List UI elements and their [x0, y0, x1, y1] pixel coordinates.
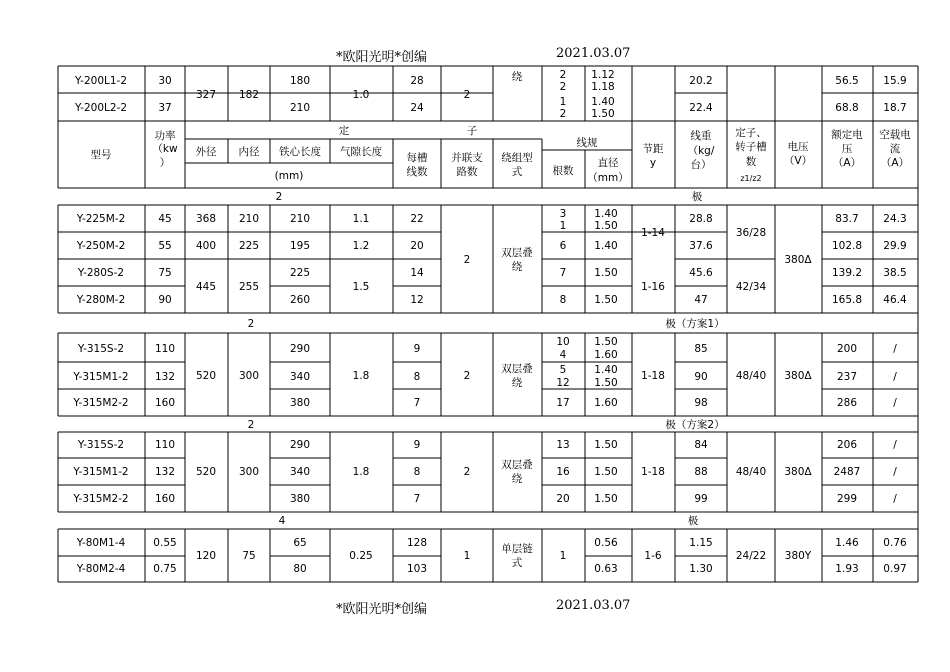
- section-pole-num: 2: [247, 419, 255, 431]
- cell-weight: 1.30: [689, 563, 713, 575]
- cell-power: 110: [154, 439, 176, 451]
- cell-outer-merged: 327: [195, 89, 217, 101]
- cell-core: 195: [289, 240, 311, 252]
- cell-outer-merged: 120: [195, 550, 217, 562]
- cell-paths-merged: 2: [463, 254, 471, 266]
- col-voltage-2: （V）: [783, 155, 813, 167]
- cell-noload: /: [893, 397, 897, 409]
- cell-pitch-merged: 1-18: [641, 466, 665, 478]
- cell-gap: 1.1: [352, 213, 370, 225]
- cell-rated: 200: [836, 343, 858, 355]
- col-rated-3: （A）: [832, 157, 862, 169]
- cell-wire-dia: 1.50: [594, 439, 618, 451]
- cell-rated: 299: [836, 493, 858, 505]
- cell-model: Y-80M2-4: [76, 563, 126, 575]
- col-core: 铁心长度: [279, 146, 321, 158]
- cell-noload: 24.3: [883, 213, 907, 225]
- col-power-1: 功率: [154, 130, 176, 142]
- col-noload-1: 空载电: [879, 129, 911, 141]
- cell-noload: /: [893, 466, 897, 478]
- cell-weight: 20.2: [689, 75, 713, 87]
- cell-core: 340: [289, 371, 311, 383]
- cell-inner-merged: 300: [238, 466, 260, 478]
- cell-wires: 7: [413, 397, 421, 409]
- cell-power: 37: [158, 102, 172, 114]
- cell-weight: 98: [694, 397, 708, 409]
- cell-model: Y-280S-2: [77, 267, 125, 279]
- col-stator-1: 定: [338, 125, 350, 137]
- cell-core: 210: [289, 102, 311, 114]
- cell-noload: /: [893, 439, 897, 451]
- cell-core: 260: [289, 294, 311, 306]
- cell-wire-count: 7: [559, 267, 567, 279]
- col-pitch-2: y: [649, 157, 657, 169]
- cell-weight: 1.15: [689, 537, 713, 549]
- col-voltage-1: 电压: [787, 141, 809, 153]
- cell-wire-dia: 1.12: [591, 69, 615, 81]
- cell-rated: 206: [836, 439, 858, 451]
- cell-wire-count: 16: [556, 466, 570, 478]
- cell-power: 110: [154, 343, 176, 355]
- table-row: [76, 537, 907, 549]
- cell-wire-count: 8: [559, 294, 567, 306]
- cell-gap-merged: 1.5: [352, 281, 370, 293]
- cell-wire-count: 2: [559, 108, 567, 120]
- cell-power: 0.55: [153, 537, 177, 549]
- cell-pitch-merged: 1-18: [641, 370, 665, 382]
- section-pole-num: 2: [275, 191, 283, 203]
- cell-outer: 368: [195, 213, 217, 225]
- cell-wires: 8: [413, 371, 421, 383]
- col-paths-1: 并联支: [451, 152, 483, 164]
- col-power-2: （kw: [152, 143, 178, 155]
- cell-wire-dia: 1.50: [594, 220, 618, 232]
- page-footer: [0, 598, 950, 617]
- cell-weight: 88: [694, 466, 708, 478]
- cell-winding-merged-1: 双层叠: [501, 459, 533, 471]
- cell-winding: 绕: [511, 71, 523, 83]
- col-weight-2: （kg/: [687, 145, 715, 157]
- cell-voltage-merged: 380Δ: [784, 370, 812, 382]
- cell-gap-merged: 0.25: [349, 550, 373, 562]
- cell-model: Y-200L2-2: [75, 102, 127, 114]
- cell-weight: 45.6: [689, 267, 713, 279]
- cell-weight: 37.6: [689, 240, 713, 252]
- cell-wirecount-merged: 1: [559, 550, 567, 562]
- cell-weight: 85: [694, 343, 708, 355]
- cell-power: 160: [154, 397, 176, 409]
- cell-power: 132: [154, 371, 176, 383]
- cell-noload: /: [893, 343, 897, 355]
- col-gap: 气隙长度: [340, 146, 382, 158]
- cell-wire-dia: 1.40: [591, 96, 615, 108]
- cell-wire-count: 1: [559, 96, 567, 108]
- cell-wire-dia: 1.60: [594, 349, 618, 361]
- cell-inner: 225: [238, 240, 260, 252]
- col-winding-1: 绕组型: [501, 152, 533, 164]
- cell-pitch-merged: 1-16: [641, 281, 665, 293]
- col-wiredia-2: （mm）: [587, 172, 629, 184]
- cell-wire-count: 13: [556, 439, 570, 451]
- cell-model: Y-315M2-2: [73, 397, 129, 409]
- cell-model: Y-315M1-2: [73, 466, 129, 478]
- col-slots-sub: z1/z2: [740, 174, 762, 183]
- cell-outer-merged: 445: [195, 281, 217, 293]
- cell-wire-count: 10: [556, 336, 570, 348]
- col-slots-3: 数: [745, 156, 757, 168]
- cell-wires: 22: [410, 213, 424, 225]
- cell-wire-dia: 0.63: [594, 563, 618, 575]
- cell-wire-dia: 1.40: [594, 240, 618, 252]
- cell-power: 0.75: [153, 563, 177, 575]
- cell-wire-dia: 1.50: [594, 336, 618, 348]
- cell-voltage-merged: 380Δ: [784, 466, 812, 478]
- cell-paths-merged: 2: [463, 466, 471, 478]
- cell-noload: /: [893, 371, 897, 383]
- cell-slots-merged: 48/40: [735, 370, 767, 382]
- cell-wire-count: 20: [556, 493, 570, 505]
- footer-date: 2021.03.07: [556, 598, 631, 613]
- cell-core: 290: [289, 439, 311, 451]
- cell-pitch-merged: 1-6: [644, 550, 662, 562]
- cell-winding-merged-2: 式: [511, 557, 523, 569]
- col-outer: 外径: [195, 146, 217, 158]
- cell-wires: 7: [413, 493, 421, 505]
- cell-model: Y-315S-2: [77, 343, 125, 355]
- table-row: [77, 439, 897, 451]
- cell-model: Y-315M2-2: [73, 493, 129, 505]
- cell-power: 30: [158, 75, 172, 87]
- section-pole-label: 极（方案2）: [665, 419, 725, 431]
- col-wirespec: 线规: [576, 137, 598, 149]
- cell-weight: 99: [694, 493, 708, 505]
- cell-wire-dia: 1.60: [594, 397, 618, 409]
- cell-model: Y-200L1-2: [75, 75, 127, 87]
- col-wiredia-1: 直径: [597, 157, 619, 169]
- cell-core: 380: [289, 397, 311, 409]
- cell-wire-count: 17: [556, 397, 570, 409]
- cell-power: 160: [154, 493, 176, 505]
- cell-wires: 9: [413, 439, 421, 451]
- section-pole-label: 极（方案1）: [665, 318, 725, 330]
- cell-core: 290: [289, 343, 311, 355]
- cell-gap-merged: 1.8: [352, 370, 370, 382]
- cell-core: 225: [289, 267, 311, 279]
- header-date: 2021.03.07: [556, 46, 631, 61]
- cell-wires: 14: [410, 267, 424, 279]
- cell-noload: 15.9: [883, 75, 907, 87]
- header-author: *欧阳光明*创编: [336, 50, 428, 65]
- cell-weight: 90: [694, 371, 708, 383]
- cell-rated: 2487: [833, 466, 861, 478]
- cell-wire-count: 1: [559, 220, 567, 232]
- cell-wires: 103: [406, 563, 428, 575]
- cell-wire-count: 6: [559, 240, 567, 252]
- cell-noload: 46.4: [883, 294, 907, 306]
- section-pole-label: 极: [687, 515, 699, 527]
- col-unit: (mm): [274, 170, 304, 182]
- cell-slots-merged: 24/22: [735, 550, 767, 562]
- col-weight-1: 线重: [690, 130, 712, 142]
- cell-gap: 1.2: [352, 240, 370, 252]
- cell-rated: 83.7: [835, 213, 859, 225]
- cell-gap-merged: 1.8: [352, 466, 370, 478]
- cell-wire-count: 2: [559, 81, 567, 93]
- cell-wire-dia: 1.50: [594, 267, 618, 279]
- cell-rated: 139.2: [831, 267, 863, 279]
- cell-wire-dia: 1.50: [594, 294, 618, 306]
- col-stator-2: 子: [466, 125, 478, 137]
- table-row: [77, 267, 907, 279]
- cell-voltage-merged: 380Y: [784, 550, 812, 562]
- cell-core: 380: [289, 493, 311, 505]
- cell-outer: 400: [195, 240, 217, 252]
- cell-core: 80: [293, 563, 307, 575]
- cell-model: Y-280M-2: [76, 294, 126, 306]
- col-slots-1: 定子、: [735, 127, 767, 139]
- col-noload-2: 流: [889, 143, 901, 155]
- cell-outer-merged: 520: [195, 466, 217, 478]
- cell-outer-merged: 520: [195, 370, 217, 382]
- cell-model: Y-80M1-4: [76, 537, 126, 549]
- cell-wire-dia: 1.40: [594, 208, 618, 220]
- cell-power: 132: [154, 466, 176, 478]
- cell-rated: 237: [836, 371, 858, 383]
- cell-wires: 128: [406, 537, 428, 549]
- table-row: [72, 397, 897, 409]
- cell-wires: 20: [410, 240, 424, 252]
- cell-gap-merged: 1.0: [352, 89, 370, 101]
- table-row: [76, 294, 907, 306]
- cell-voltage-merged: 380Δ: [784, 254, 812, 266]
- col-weight-3: 台）: [690, 159, 712, 171]
- cell-rated: 1.93: [835, 563, 859, 575]
- col-noload-3: （A）: [880, 157, 910, 169]
- cell-weight: 28.8: [689, 213, 713, 225]
- footer-author: *欧阳光明*创编: [336, 602, 428, 617]
- cell-inner-merged: 300: [238, 370, 260, 382]
- cell-power: 90: [158, 294, 172, 306]
- cell-inner-merged: 75: [242, 550, 256, 562]
- cell-winding-merged-1: 双层叠: [501, 363, 533, 375]
- cell-rated: 68.8: [835, 102, 859, 114]
- cell-weight: 47: [694, 294, 708, 306]
- cell-wire-dia: 1.50: [591, 108, 615, 120]
- table-row: [76, 563, 907, 575]
- cell-wire-dia: 1.50: [594, 377, 618, 389]
- cell-noload: 18.7: [883, 102, 907, 114]
- col-pitch-1: 节距: [642, 143, 664, 155]
- cell-winding-merged-1: 双层叠: [501, 247, 533, 259]
- cell-winding-merged-2: 绕: [511, 261, 523, 273]
- cell-model: Y-250M-2: [76, 240, 126, 252]
- table-row: [72, 493, 897, 505]
- cell-wire-dia: 1.50: [594, 493, 618, 505]
- cell-core: 180: [289, 75, 311, 87]
- col-rated-2: 压: [841, 143, 853, 155]
- cell-wires: 24: [410, 102, 424, 114]
- cell-wire-dia: 1.40: [594, 364, 618, 376]
- col-power-3: ）: [159, 157, 171, 169]
- cell-rated: 1.46: [835, 537, 859, 549]
- col-inner: 内径: [238, 146, 260, 158]
- table-header: [91, 125, 912, 184]
- cell-winding-merged-1: 单层链: [501, 543, 533, 555]
- cell-weight: 22.4: [689, 102, 713, 114]
- cell-noload: 0.97: [883, 563, 907, 575]
- cell-core: 210: [289, 213, 311, 225]
- cell-noload: 29.9: [883, 240, 907, 252]
- cell-slots-merged: 48/40: [735, 466, 767, 478]
- cell-wire-count: 4: [559, 349, 567, 361]
- cell-slots-merged: 36/28: [735, 227, 767, 239]
- cell-core: 340: [289, 466, 311, 478]
- cell-rated: 165.8: [831, 294, 863, 306]
- cell-model: Y-315S-2: [77, 439, 125, 451]
- cell-paths-merged: 2: [463, 89, 471, 101]
- cell-pitch-merged: 1-14: [641, 227, 665, 239]
- cell-wire-dia: 0.56: [594, 537, 618, 549]
- cell-paths-merged: 1: [463, 550, 471, 562]
- cell-wires: 28: [410, 75, 424, 87]
- cell-rated: 286: [836, 397, 858, 409]
- col-wires-2: 线数: [406, 166, 428, 178]
- cell-power: 55: [158, 240, 172, 252]
- col-wirecount: 根数: [552, 165, 574, 177]
- cell-paths-merged: 2: [463, 370, 471, 382]
- cell-noload: 38.5: [883, 267, 907, 279]
- cell-model: Y-315M1-2: [73, 371, 129, 383]
- cell-wires: 9: [413, 343, 421, 355]
- col-rated-1: 额定电: [831, 129, 863, 141]
- cell-inner: 210: [238, 213, 260, 225]
- cell-rated: 102.8: [831, 240, 863, 252]
- cell-wires: 8: [413, 466, 421, 478]
- section-pole-label: 极: [691, 191, 703, 203]
- cell-wire-count: 5: [559, 364, 567, 376]
- table-row: [76, 208, 907, 232]
- cell-wire-dia: 1.50: [594, 466, 618, 478]
- cell-inner-merged: 255: [238, 281, 260, 293]
- col-wires-1: 每槽: [406, 152, 428, 164]
- cell-wire-count: 2: [559, 69, 567, 81]
- table-row: [76, 240, 907, 252]
- cell-core: 65: [293, 537, 307, 549]
- cell-inner-merged: 182: [238, 89, 260, 101]
- cell-noload: 0.76: [883, 537, 907, 549]
- col-paths-2: 路数: [456, 166, 478, 178]
- col-model: 型号: [90, 149, 112, 161]
- cell-power: 45: [158, 213, 172, 225]
- cell-wires: 12: [410, 294, 424, 306]
- cell-winding-merged-2: 绕: [511, 473, 523, 485]
- cell-wire-count: 12: [556, 377, 570, 389]
- cell-model: Y-225M-2: [76, 213, 126, 225]
- cell-weight: 84: [694, 439, 708, 451]
- cell-noload: /: [893, 493, 897, 505]
- cell-power: 75: [158, 267, 172, 279]
- section-pole-num: 4: [278, 515, 286, 527]
- col-slots-2: 转子槽: [735, 141, 767, 153]
- cell-winding-merged-2: 绕: [511, 377, 523, 389]
- cell-slots-merged: 42/34: [735, 281, 767, 293]
- section-pole-num: 2: [247, 318, 255, 330]
- cell-wire-count: 3: [559, 208, 567, 220]
- table-row: [77, 336, 897, 361]
- col-winding-2: 式: [511, 166, 523, 178]
- cell-wire-dia: 1.18: [591, 81, 615, 93]
- cell-rated: 56.5: [835, 75, 859, 87]
